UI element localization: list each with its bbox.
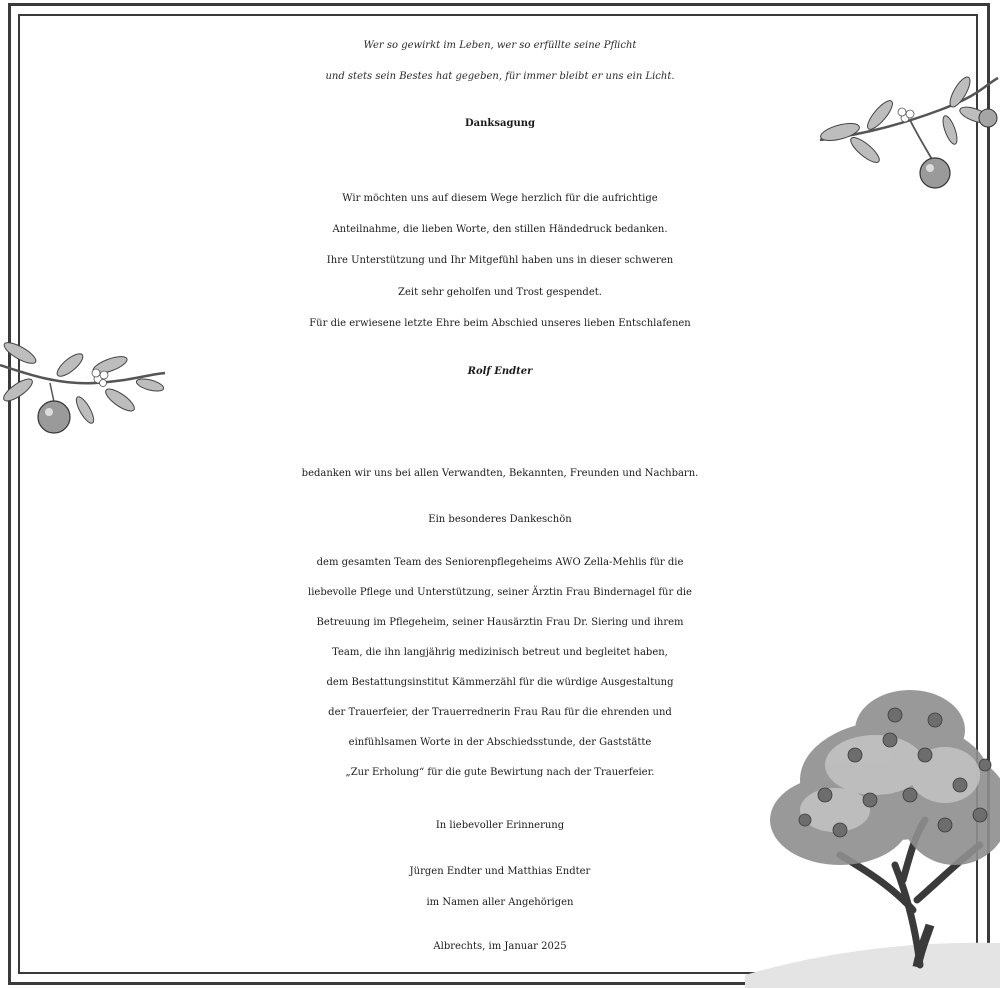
closing-line: In liebevoller Erinnerung	[435, 820, 565, 831]
special-thanks-line-7: einfühlsamen Worte in der Abschiedsstunde, der Gaststätte	[348, 737, 652, 748]
intro-line-3: Ihre Unterstützung und Ihr Mitgefühl haben uns in dieser schweren	[326, 255, 674, 266]
special-thanks-line-4: Team, die ihn langjährig medizinisch betreut und begleitet haben,	[332, 647, 668, 658]
intro-line-5: Für die erwiesene letzte Ehre beim Abschied unseres lieben Entschlafenen	[309, 318, 691, 329]
apple-branch-left-illustration	[0, 335, 170, 440]
thanks-all-line: bedanken wir uns bei allen Verwandten, Bekannten, Freunden und Nachbarn.	[301, 468, 699, 479]
apple-branch-top-right-illustration	[810, 70, 1000, 200]
signatories-line-2: im Namen aller Angehörigen	[426, 897, 574, 908]
intro-line-1: Wir möchten uns auf diesem Wege herzlich für die aufrichtige	[342, 193, 658, 204]
special-thanks-line-3: Betreuung im Pflegeheim, seiner Hausärztin Frau Dr. Siering und ihrem	[316, 617, 684, 628]
special-thanks-line-5: dem Bestattungsinstitut Kämmerzähl für die würdige Ausgestaltung	[326, 677, 674, 688]
special-thanks-line-6: der Trauerfeier, der Trauerrednerin Frau Rau für die ehrenden und	[328, 707, 672, 718]
deceased-name: Rolf Endter	[467, 366, 533, 377]
special-thanks-line-1: dem gesamten Team des Seniorenpflegeheims AWO Zella-Mehlis für die	[316, 557, 684, 568]
place-date: Albrechts, im Januar 2025	[433, 941, 567, 952]
heading-danksagung: Danksagung	[465, 118, 535, 129]
motto-line-2: und stets sein Bestes hat gegeben, für immer bleibt er uns ein Licht.	[325, 71, 675, 82]
motto-line-1: Wer so gewirkt im Leben, wer so erfüllte seine Pflicht	[363, 40, 637, 51]
intro-line-4: Zeit sehr geholfen und Trost gespendet.	[398, 287, 602, 298]
intro-line-2: Anteilnahme, die lieben Worte, den stillen Händedruck bedanken.	[332, 224, 668, 235]
special-thanks-title: Ein besonderes Dankeschön	[428, 514, 572, 525]
special-thanks-line-8: „Zur Erholung“ für die gute Bewirtung nach der Trauerfeier.	[345, 767, 655, 778]
signatories-line-1: Jürgen Endter und Matthias Endter	[409, 866, 591, 877]
special-thanks-line-2: liebevolle Pflege und Unterstützung, seiner Ärztin Frau Bindernagel für die	[308, 587, 692, 598]
